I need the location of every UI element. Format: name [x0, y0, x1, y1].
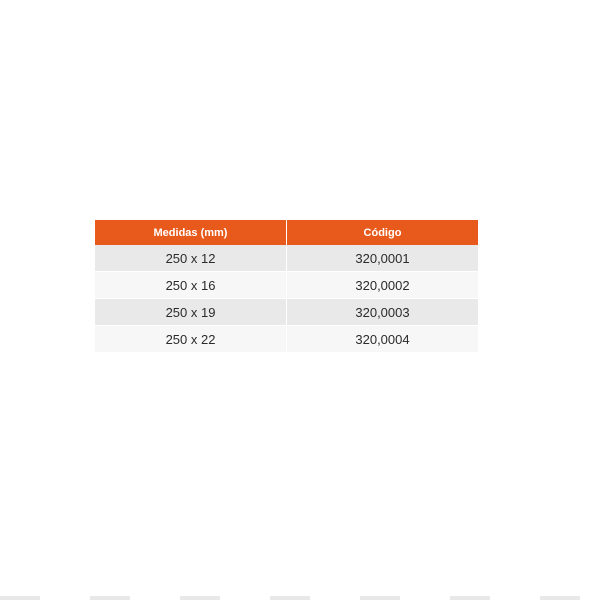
cell-codigo: 320,0001 — [287, 245, 479, 272]
cell-medida: 250 x 16 — [95, 272, 287, 299]
cell-codigo: 320,0003 — [287, 299, 479, 326]
cell-medida: 250 x 19 — [95, 299, 287, 326]
specifications-table — [95, 220, 478, 353]
footer-watermark-strip — [0, 596, 600, 600]
table-row — [95, 245, 478, 272]
cell-codigo: 320,0004 — [287, 326, 479, 353]
table-header-row — [95, 220, 478, 245]
cell-medida: 250 x 12 — [95, 245, 287, 272]
column-header-medidas: Medidas (mm) — [95, 220, 287, 245]
cell-medida: 250 x 22 — [95, 326, 287, 353]
table-row — [95, 272, 478, 299]
table-row — [95, 299, 478, 326]
cell-codigo: 320,0002 — [287, 272, 479, 299]
table-row — [95, 326, 478, 353]
column-header-codigo: Código — [287, 220, 479, 245]
